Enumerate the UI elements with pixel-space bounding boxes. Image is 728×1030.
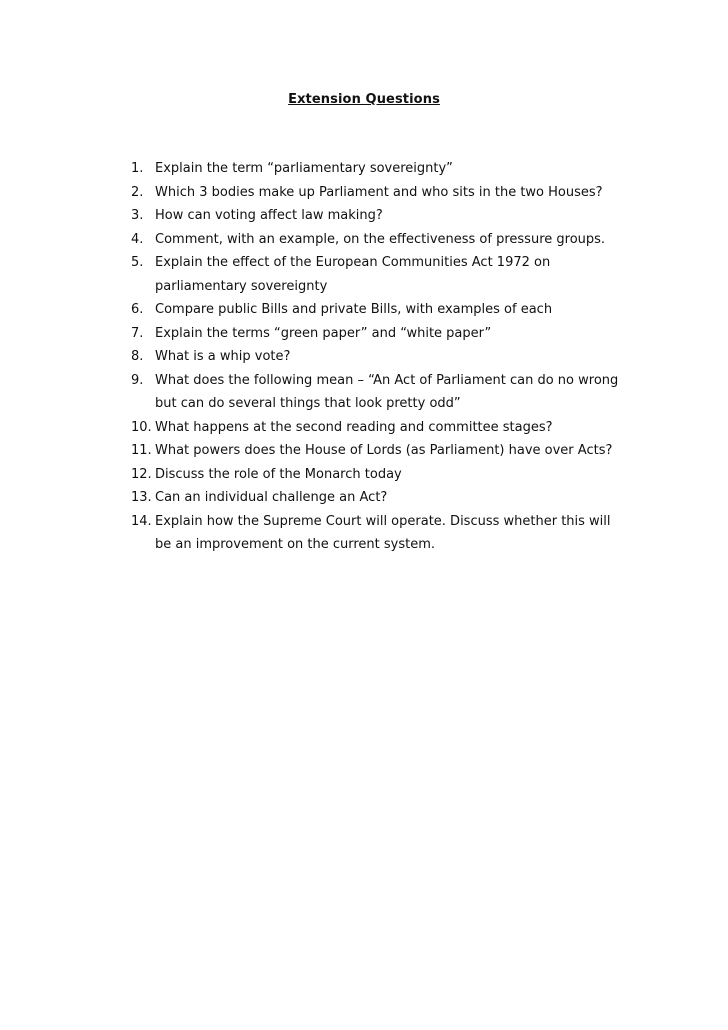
list-item xyxy=(131,439,691,463)
question-text xyxy=(155,345,290,369)
question-line: What is a whip vote? xyxy=(155,349,291,364)
question-text xyxy=(155,157,453,181)
question-text xyxy=(155,416,553,440)
question-text xyxy=(155,369,618,416)
list-item xyxy=(131,416,691,440)
question-number: 8. xyxy=(131,349,144,364)
question-text xyxy=(155,486,387,510)
question-number: 12. xyxy=(131,466,152,482)
list-item xyxy=(131,510,691,557)
question-line: What does the following mean – “An Act of Parliament can do no wrong xyxy=(155,372,619,388)
question-line: Compare public Bills and private Bills, with examples of each xyxy=(155,302,553,317)
question-line: parliamentary sovereignty xyxy=(155,278,328,294)
question-text xyxy=(155,439,612,463)
question-line: Explain the terms “green paper” and “white paper” xyxy=(155,325,492,341)
question-line: How can voting affect law making? xyxy=(155,208,383,223)
question-line: Discuss the role of the Monarch today xyxy=(155,466,402,482)
list-item xyxy=(131,486,691,510)
list-item xyxy=(131,322,691,346)
list-item xyxy=(131,369,691,416)
list-item xyxy=(131,228,691,252)
question-number: 4. xyxy=(131,231,144,247)
question-line: Explain the term “parliamentary sovereignty” xyxy=(155,161,453,176)
question-line: Explain how the Supreme Court will operate. Discuss whether this will xyxy=(155,513,611,529)
question-number: 10. xyxy=(131,419,152,435)
question-number: 11. xyxy=(131,443,152,458)
question-number: 3. xyxy=(131,208,144,223)
list-item xyxy=(131,157,691,181)
question-line: What powers does the House of Lords (as Parliament) have over Acts? xyxy=(155,443,613,458)
question-number: 1. xyxy=(131,161,144,176)
list-item xyxy=(131,181,691,205)
question-line: but can do several things that look pretty odd” xyxy=(155,396,461,411)
question-number: 14. xyxy=(131,513,152,529)
question-line: Which 3 bodies make up Parliament and who sits in the two Houses? xyxy=(155,184,603,200)
question-line: What happens at the second reading and committee stages? xyxy=(155,419,553,435)
question-text xyxy=(155,298,552,322)
list-item xyxy=(131,204,691,228)
question-line: Explain the effect of the European Communities Act 1972 on xyxy=(155,255,551,270)
question-text xyxy=(155,204,383,228)
question-number: 7. xyxy=(131,325,144,341)
list-item xyxy=(131,463,691,487)
question-number: 6. xyxy=(131,302,144,317)
list-item xyxy=(131,298,691,322)
question-line: be an improvement on the current system. xyxy=(155,537,436,552)
question-text xyxy=(155,181,603,205)
question-text xyxy=(155,463,402,487)
question-text xyxy=(155,510,611,557)
question-line: Comment, with an example, on the effectiveness of pressure groups. xyxy=(155,231,606,247)
document-title: Extension Questions xyxy=(288,92,440,107)
list-item xyxy=(131,345,691,369)
question-text xyxy=(155,251,550,298)
question-list xyxy=(131,157,691,557)
question-number: 5. xyxy=(131,255,144,270)
question-number: 2. xyxy=(131,184,144,200)
question-number: 13. xyxy=(131,490,152,505)
question-number: 9. xyxy=(131,372,144,388)
question-line: Can an individual challenge an Act? xyxy=(155,490,388,505)
question-text xyxy=(155,228,605,252)
question-text xyxy=(155,322,491,346)
list-item xyxy=(131,251,691,298)
